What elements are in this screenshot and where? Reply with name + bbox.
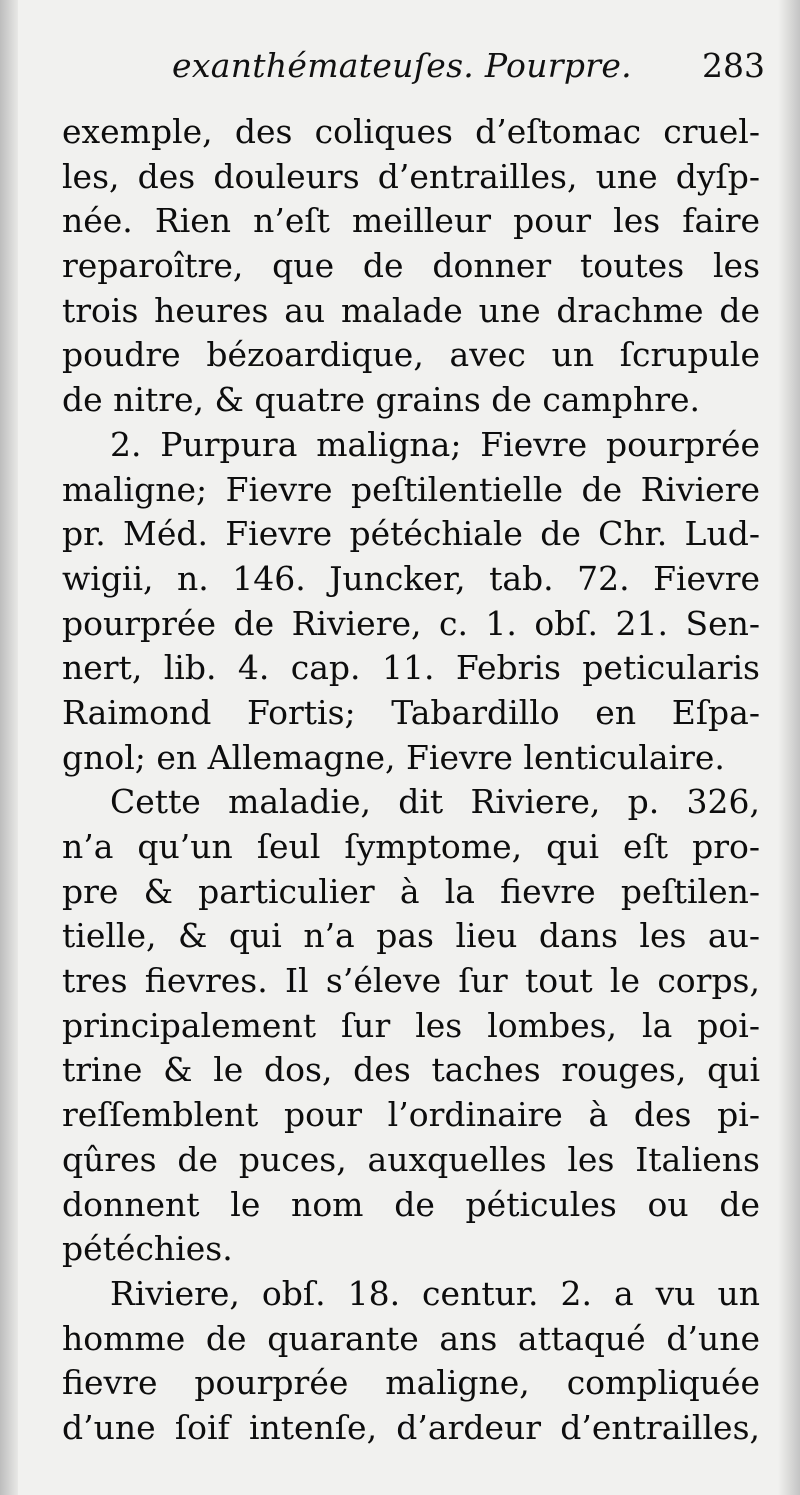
body-text (62, 110, 760, 1451)
text-line-13: nert, lib. 4. cap. 11. Febris peticularis (62, 648, 760, 688)
text-line-19: tielle, & qui n’a pas lieu dans les au- (62, 916, 760, 956)
text-line-25: donnent le nom de péticules ou de (62, 1184, 760, 1224)
text-line-28: homme de quarante ans attaqué d’une (62, 1318, 760, 1358)
text-line-30: d’une ſoif intenſe, d’ardeur d’entrailles, (62, 1407, 760, 1447)
text-line-8: 2. Purpura maligna; Fievre pourprée (110, 424, 760, 464)
text-line-22: trine & le dos, des taches rouges, qui (62, 1050, 760, 1090)
text-line-21: principalement ſur les lombes, la poi- (62, 1005, 760, 1045)
text-line-14: Raimond Fortis; Tabardillo en Eſpa- (62, 692, 760, 732)
text-line-6: poudre bézoardique, avec un ſcrupule (62, 335, 760, 375)
text-line-4: reparoître, que de donner toutes les (62, 246, 760, 286)
text-line-1: exemple, des coliques d’eſtomac cruel- (62, 112, 760, 151)
text-line-10: pr. Méd. Fievre pétéchiale de Chr. Lud- (62, 514, 760, 554)
text-line-11: wigii, n. 146. Juncker, tab. 72. Fievre (62, 558, 760, 598)
text-line-5: trois heures au malade une drachme de (62, 290, 760, 330)
text-line-26: pétéchies. (62, 1229, 233, 1269)
text-line-2: les, des douleurs d’entrailles, une dyſp- (62, 156, 760, 196)
text-line-23: reſſemblent pour l’ordinaire à des pi- (62, 1095, 760, 1135)
text-line-15: gnol; en Allemagne, Fievre lenticulaire. (62, 737, 725, 777)
text-line-24: qûres de puces, auxquelles les Italiens (62, 1139, 760, 1179)
text-line-7: de nitre, & quatre grains de camphre. (62, 380, 701, 420)
running-title: exanthémateuſes. Pourpre. (172, 46, 632, 85)
text-line-29: fievre pourprée maligne, compliquée (62, 1363, 760, 1403)
page-number: 283 (702, 46, 765, 85)
text-line-20: tres fievres. Il s’éleve ſur tout le corps, (62, 961, 760, 1001)
text-line-18: pre & particulier à la fievre peſtilen- (62, 871, 760, 911)
text-line-12: pourprée de Riviere, c. 1. obſ. 21. Sen- (62, 603, 760, 643)
text-line-27: Riviere, obſ. 18. centur. 2. a vu un (110, 1273, 760, 1313)
text-line-16: Cette maladie, dit Riviere, p. 326, (110, 782, 760, 822)
text-line-9: maligne; Fievre peſtilentielle de Riviere (62, 469, 760, 509)
text-line-3: née. Rien n’eſt meilleur pour les faire (62, 201, 760, 241)
text-line-17: n’a qu’un ſeul ſymptome, qui eſt pro- (62, 827, 760, 866)
page-header (60, 46, 795, 96)
